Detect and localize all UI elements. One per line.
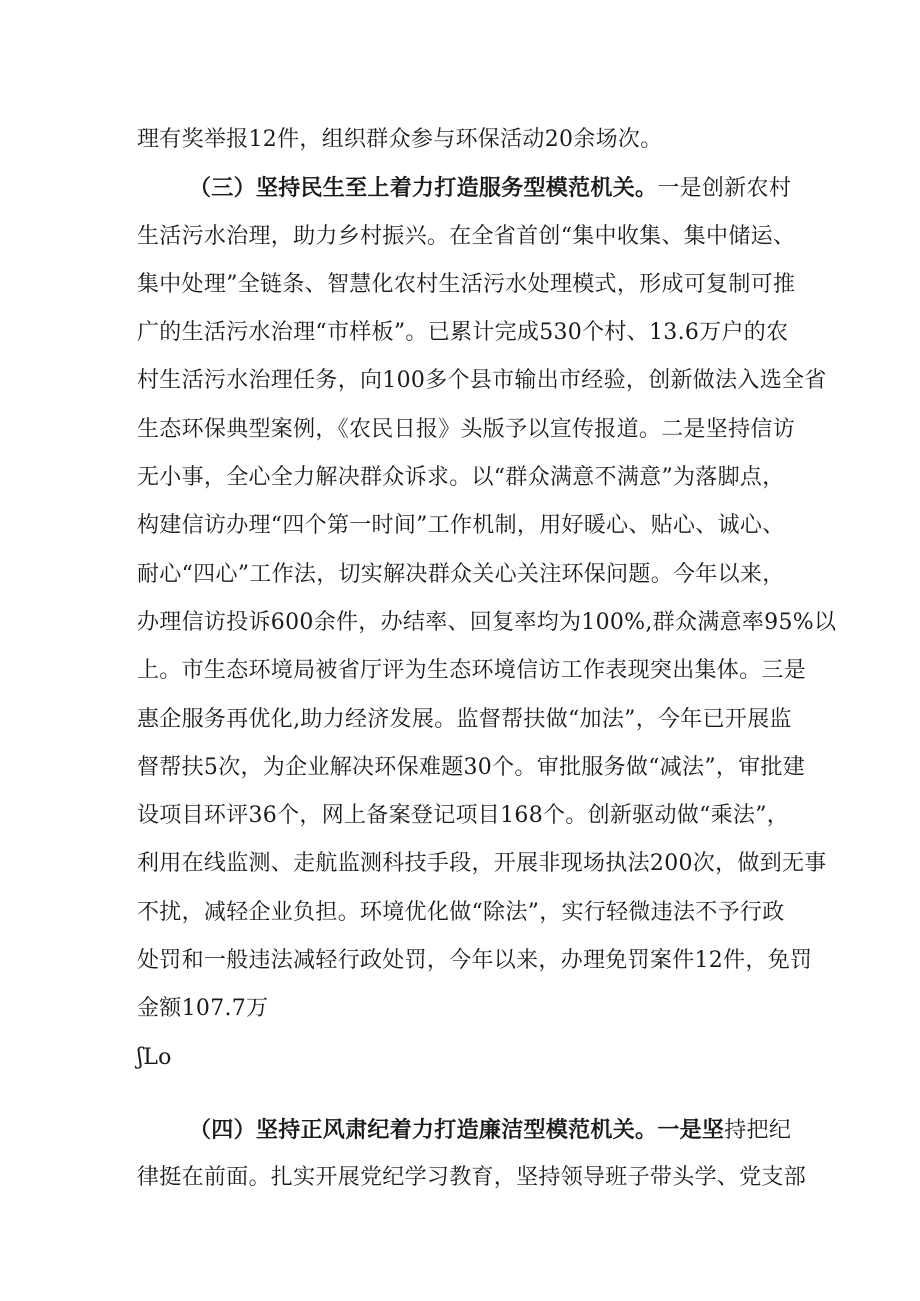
- text-line: 律挺在前面。扎实开展党纪学习教育，坚持领导班子带头学、党支部: [137, 1165, 807, 1191]
- text-span-bold: 一是坚: [657, 1116, 725, 1143]
- text-line: 金额107.7万: [137, 996, 269, 1022]
- text-line: 耐心“四心”工作法，切实解决群众关心关注环保问题。今年以来，: [137, 561, 785, 587]
- text-span: 持把纪: [724, 1117, 792, 1143]
- paragraph-gap: [137, 1082, 797, 1106]
- text-line: 无小事，全心全力解决群众诉求。以“群众满意不满意”为落脚点，: [137, 465, 785, 491]
- section-heading-4: （四）坚持正风肃纪着力打造廉洁型模范机关。: [189, 1116, 658, 1143]
- text-span: 一是创新农村: [657, 176, 792, 202]
- text-line: 不扰，减轻企业负担。环境优化做“除法”，实行轻微违法不予行政: [137, 899, 785, 925]
- text-line: 处罚和一般违法减轻行政处罚，今年以来，办理免罚案件12件，免罚: [137, 948, 813, 974]
- text-line: 惠企服务再优化,助力经济发展。监督帮扶做“加法”，今年已开展监: [137, 706, 792, 732]
- text-line: 构建信访办理“四个第一时间”工作机制，用好暖心、贴心、诚心、: [137, 513, 785, 539]
- text-line: 广的生活污水治理“市样板”。已累计完成530个村、13.6万户的农: [137, 320, 789, 346]
- section-heading-3: （三）坚持民生至上着力打造服务型模范机关。: [189, 175, 658, 202]
- text-line: 村生活污水治理任务，向100多个县市输出市经验，创新做法入选全省: [137, 368, 827, 394]
- text-line: 生态环保典型案例，《农民日报》头版予以宣传报道。二是坚持信访: [137, 416, 796, 442]
- document-body: [137, 116, 837, 1203]
- text-line: 集中处理”全链条、智慧化农村生活污水处理模式，形成可复制可推: [137, 271, 796, 297]
- text-line: 上。市生态环境局被省厅评为生态环境信访工作表现突出集体。三是: [137, 658, 807, 684]
- text-line: 办理信访投诉600余件，办结率、回复率均为100%,群众满意率95%以: [137, 609, 837, 635]
- text-line: 督帮扶5次，为企业解决环保难题30个。审批服务做“减法”，审批建: [137, 754, 806, 780]
- text-line: 设项目环评36个，网上备案登记项目168个。创新驱动做“乘法”，: [137, 803, 790, 829]
- text-line: 利用在线监测、走航监测科技手段，开展非现场执法200次，做到无事: [137, 851, 827, 877]
- text-line: 生活污水治理，助力乡村振兴。在全省首创“集中收集、集中储运、: [137, 223, 796, 249]
- text-line: 理有奖举报12件，组织群众参与环保活动20余场次。: [137, 127, 663, 152]
- paragraph-heading-line: [137, 1106, 797, 1154]
- text-line-fragment: ʃLo: [137, 1044, 172, 1070]
- paragraph-heading-line: [137, 164, 797, 212]
